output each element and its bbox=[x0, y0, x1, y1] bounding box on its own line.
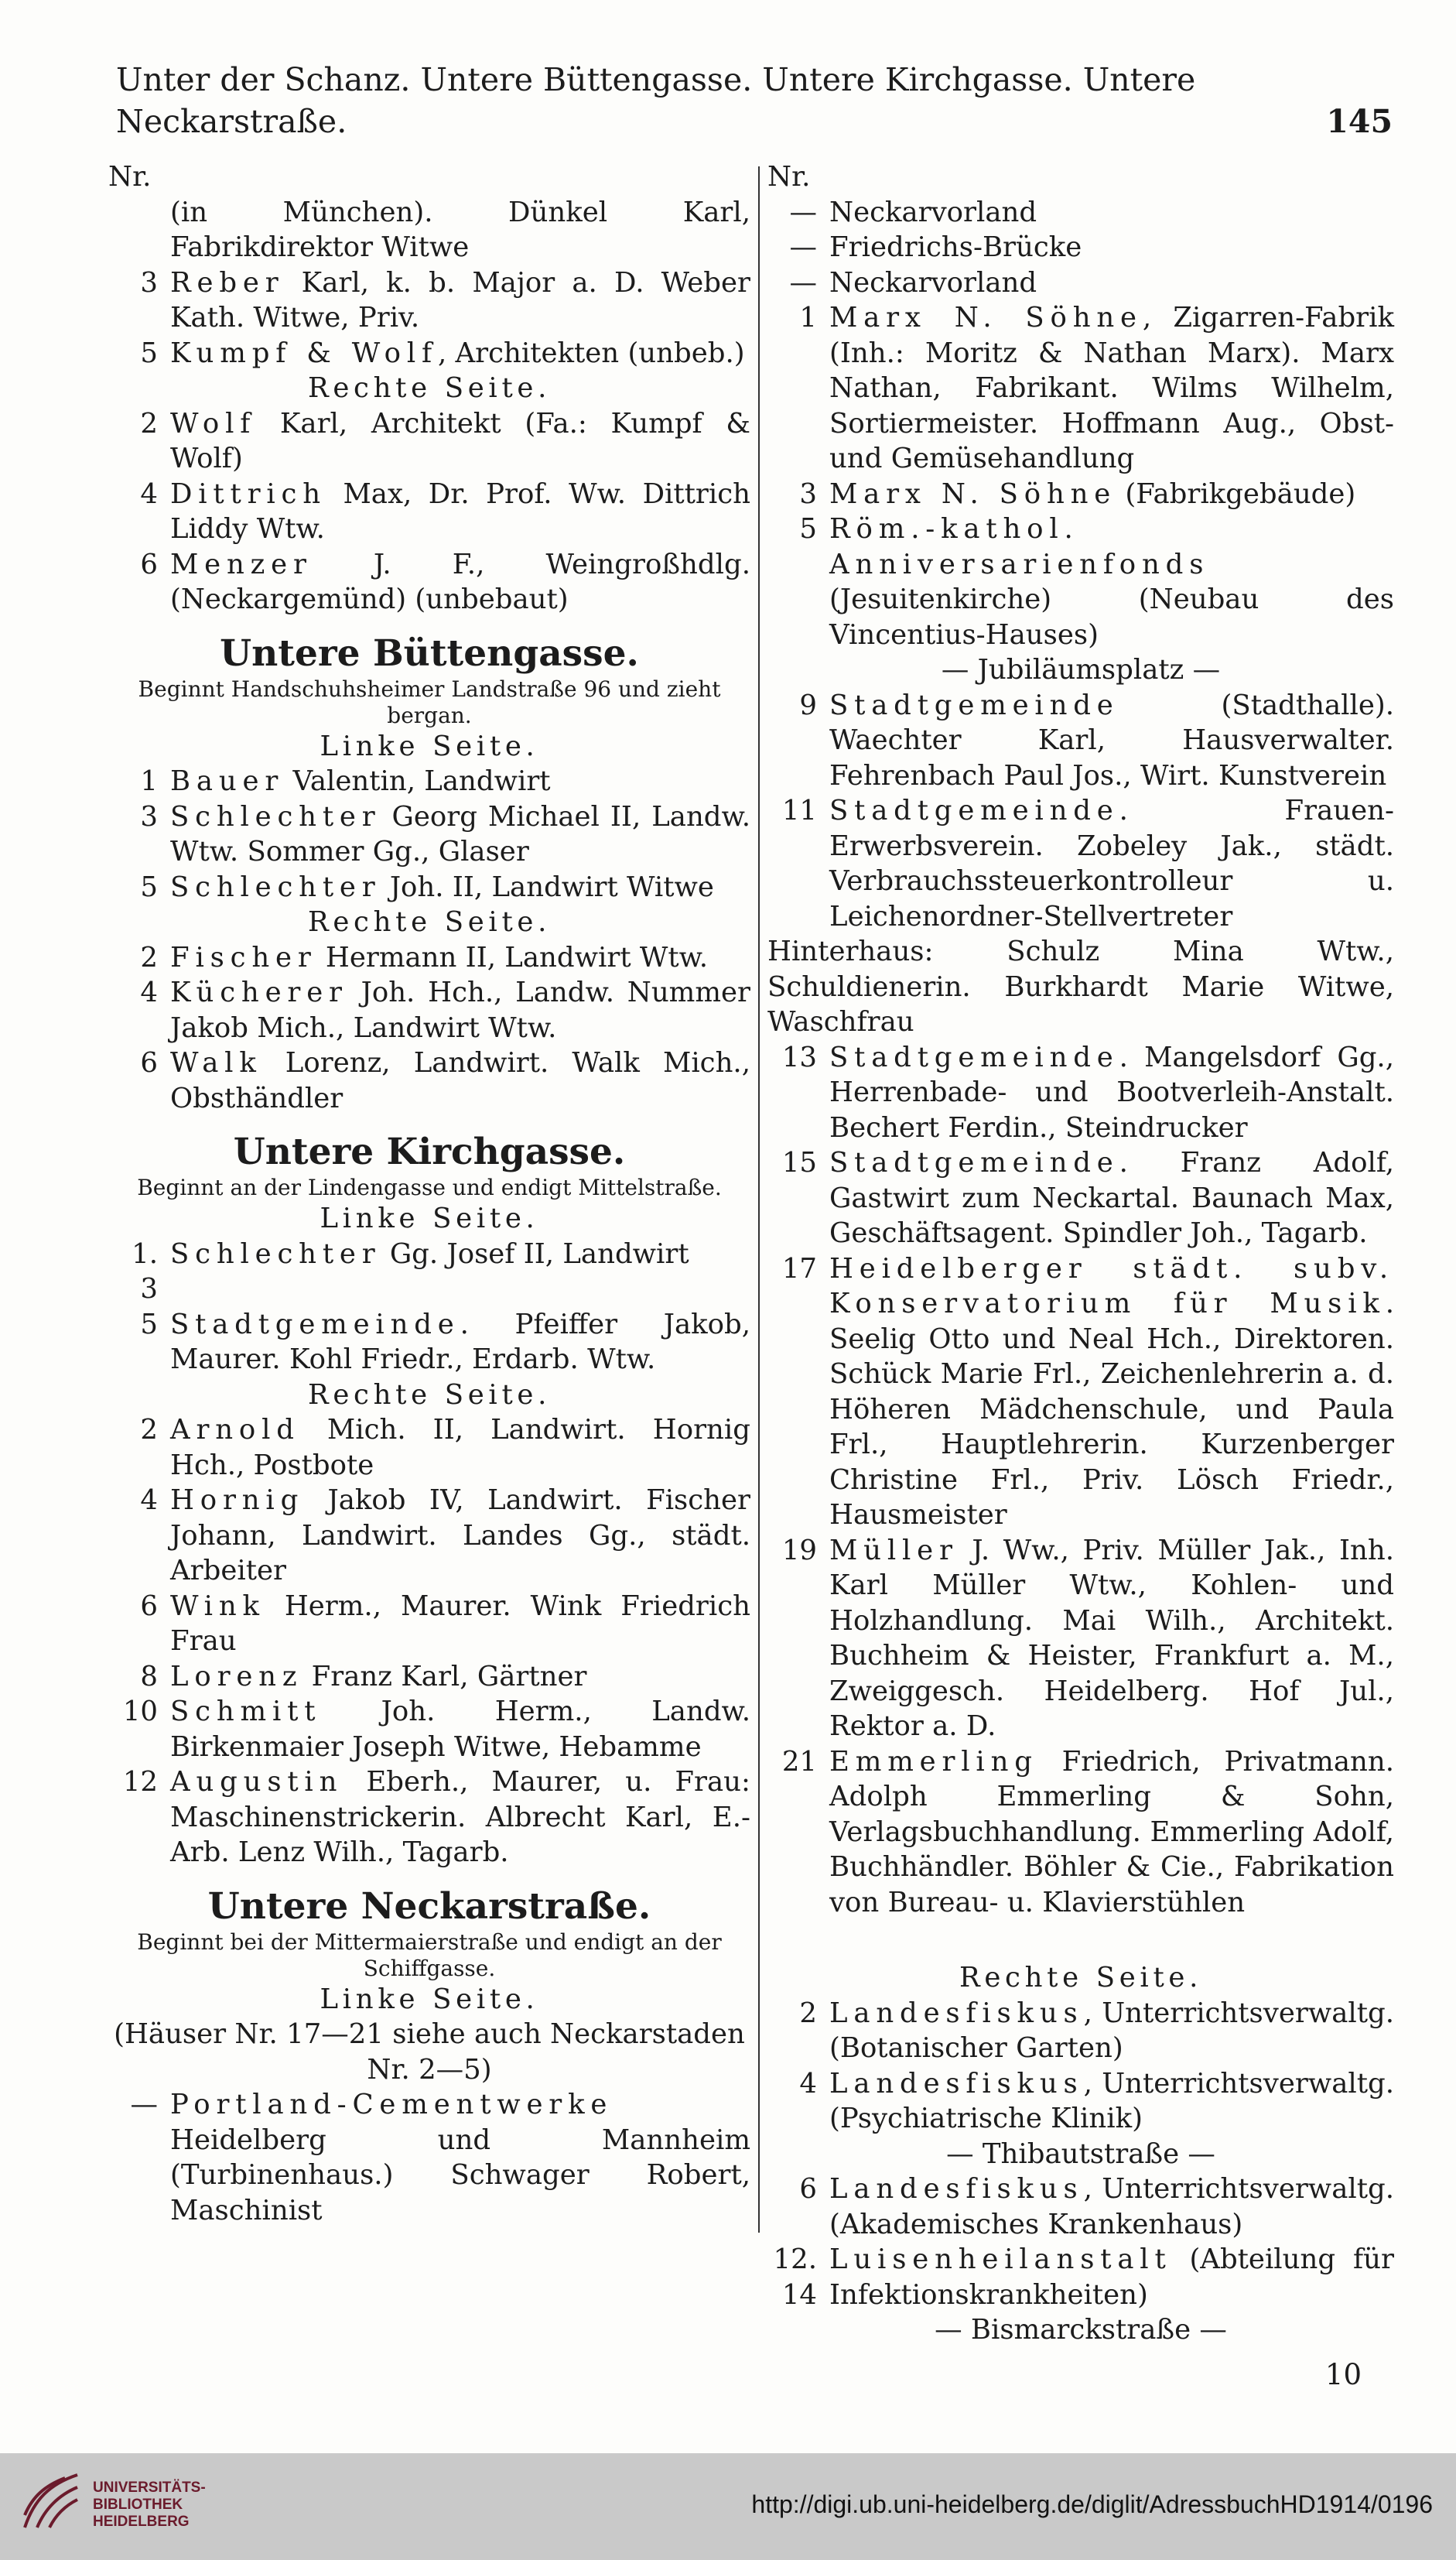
list-item bbox=[108, 764, 750, 799]
column-divider bbox=[758, 166, 760, 2233]
list-item bbox=[108, 406, 750, 477]
entry-name: Landesfiskus bbox=[829, 2067, 1084, 2100]
entry-body bbox=[829, 1145, 1394, 1251]
street-note: Beginnt bei der Mittermaierstraße und endigt an der Schiffgasse. bbox=[137, 1929, 722, 1981]
entry-body bbox=[829, 300, 1394, 477]
entry-body bbox=[170, 1764, 750, 1870]
house-number: 3 bbox=[140, 266, 158, 299]
list-item bbox=[767, 300, 1394, 477]
entry-name: Hornig bbox=[170, 1484, 305, 1516]
entry-name: Lorenz bbox=[170, 1660, 303, 1692]
entry-name: Heidelberger städt. subv. Konservatorium für Musik bbox=[829, 1252, 1394, 1319]
entry-text: Gg. Josef II, Landwirt bbox=[381, 1237, 689, 1270]
nr-label: Nr. bbox=[767, 161, 811, 193]
house-number: 6 bbox=[799, 2173, 817, 2205]
entry-text: Karl, Architekt (Fa.: Kumpf & Wolf) bbox=[170, 407, 750, 474]
entry-group bbox=[767, 300, 1394, 652]
house-number: — bbox=[789, 266, 817, 299]
entry-group bbox=[767, 2172, 1394, 2312]
street-heading: Untere Neckarstraße. bbox=[207, 1884, 651, 1928]
entry-body bbox=[170, 1307, 750, 1378]
list-item bbox=[108, 1412, 750, 1483]
list-item bbox=[767, 230, 1394, 265]
entry-text: Karl, k. b. Major a. D. Weber Kath. Witwe, Priv. bbox=[170, 266, 750, 334]
entry-body bbox=[829, 195, 1394, 231]
entry-name: Schlechter bbox=[170, 800, 381, 833]
house-number: 13 bbox=[781, 1041, 817, 1073]
library-footer bbox=[0, 2453, 1456, 2560]
entry-body bbox=[829, 1996, 1394, 2066]
list-item bbox=[767, 688, 1394, 794]
list-item bbox=[108, 1237, 750, 1307]
entry-text: J. F., Weingroßhdlg. (Neckargemünd) (unbebaut) bbox=[170, 548, 750, 615]
entry-group bbox=[108, 764, 750, 905]
side-heading: Rechte Seite. bbox=[307, 1378, 552, 1411]
entry-name: Stadtgemeinde bbox=[829, 795, 1119, 827]
entry-name: Stadtgemeinde bbox=[829, 689, 1119, 721]
entry-name: Stadtgemeinde bbox=[170, 1308, 460, 1340]
house-number: 6 bbox=[140, 1590, 158, 1622]
house-number: 1. 3 bbox=[132, 1237, 158, 1305]
entry-name: Fischer bbox=[170, 941, 317, 974]
source-url-link[interactable]: http://digi.ub.uni-heidelberg.de/diglit/AdressbuchHD1914/0196 bbox=[751, 2490, 1433, 2518]
house-number: 2 bbox=[140, 1414, 158, 1446]
entry-name: Marx N. Söhne bbox=[829, 302, 1143, 334]
entry-name: Schlechter bbox=[170, 1237, 381, 1270]
entry-body bbox=[829, 477, 1394, 512]
entry-body bbox=[829, 265, 1394, 301]
entry-text: Valentin, Landwirt bbox=[284, 765, 551, 797]
running-header bbox=[116, 61, 1393, 142]
entry-body bbox=[829, 793, 1394, 934]
list-item bbox=[108, 940, 750, 976]
entry-text: , Unterrichtsverwaltg. (Botanischer Garten) bbox=[829, 1997, 1394, 2064]
entry-text: Hermann II, Landwirt Wtw. bbox=[316, 941, 709, 974]
list-item bbox=[108, 1589, 750, 1659]
entry-name: Landesfiskus bbox=[829, 1997, 1084, 2029]
entry-text: Heidelberg und Mannheim (Turbinenhaus.) Schwager Robert, Maschinist bbox=[170, 2124, 750, 2226]
entry-text: Georg Michael II, Landw. Wtw. Sommer Gg., Glaser bbox=[170, 800, 750, 868]
street-heading: Untere Büttengasse. bbox=[220, 631, 639, 675]
entry-text: (Fabrikgebäude) bbox=[1116, 477, 1356, 510]
house-number: 19 bbox=[781, 1534, 817, 1566]
entry-name: Dittrich bbox=[170, 477, 326, 510]
entry-body bbox=[829, 2066, 1394, 2137]
list-item bbox=[767, 195, 1394, 231]
house-number: 4 bbox=[140, 977, 158, 1008]
list-item bbox=[767, 477, 1394, 512]
list-item bbox=[108, 1659, 750, 1695]
entry-body bbox=[829, 512, 1394, 652]
entry-text: Mich. II, Landwirt. Hornig Hch., Postbote bbox=[170, 1414, 750, 1481]
list-item bbox=[767, 1251, 1394, 1533]
entry-name: Schmitt bbox=[170, 1696, 322, 1727]
house-number: 5 bbox=[140, 337, 158, 369]
entry-body bbox=[170, 870, 750, 905]
houses-note: (Häuser Nr. 17—21 siehe auch Neckarstaden Nr. 2—5) bbox=[114, 2018, 745, 2086]
entry-name: Stadtgemeinde bbox=[829, 1147, 1119, 1179]
list-item bbox=[767, 2242, 1394, 2312]
entry-body bbox=[829, 688, 1394, 794]
entry-text: (in München). Dünkel Karl, Fabrikdirektor Witwe bbox=[170, 196, 750, 263]
entry-text: Joh. II, Landwirt Witwe bbox=[381, 871, 714, 903]
house-number: — bbox=[130, 2089, 158, 2120]
list-item bbox=[108, 1694, 750, 1764]
house-number: — bbox=[789, 231, 817, 263]
house-number: 12. 14 bbox=[773, 2243, 817, 2311]
entry-body bbox=[170, 477, 750, 547]
entry-body bbox=[170, 1483, 750, 1589]
house-number: 15 bbox=[781, 1147, 817, 1179]
list-item bbox=[108, 195, 750, 265]
entry-group bbox=[108, 940, 750, 1117]
entry-body bbox=[170, 799, 750, 870]
entry-text: Joh. Hch., Landw. Nummer Jakob Mich., Landwirt Wtw. bbox=[170, 977, 750, 1044]
house-number: 9 bbox=[799, 689, 817, 721]
entry-group bbox=[108, 406, 750, 618]
list-item bbox=[108, 975, 750, 1046]
entry-text: Jakob IV, Landwirt. Fischer Johann, Landwirt. Landes Gg., städt. Arbeiter bbox=[170, 1484, 750, 1586]
house-number: 2 bbox=[140, 941, 158, 974]
entry-text: Eberh., Maurer, u. Frau: Maschinenstrickerin. Albrecht Karl, E.-Arb. Lenz Wilh., Tagarb. bbox=[170, 1766, 750, 1868]
entry-body bbox=[829, 1533, 1394, 1744]
entry-group bbox=[767, 1040, 1394, 1921]
entry-body bbox=[170, 1237, 750, 1272]
entry-name: Augustin bbox=[170, 1766, 343, 1798]
library-name-line: BIBLIOTHEK bbox=[93, 2497, 183, 2513]
list-item bbox=[108, 477, 750, 547]
entry-name: Emmerling bbox=[829, 1745, 1038, 1778]
entry-name: Kumpf & Wolf bbox=[170, 337, 438, 369]
list-item bbox=[108, 1046, 750, 1116]
signature-mark: 10 bbox=[1324, 2357, 1362, 2391]
list-item bbox=[767, 1040, 1394, 1146]
house-number: 1 bbox=[140, 765, 158, 797]
house-number: 6 bbox=[140, 548, 158, 580]
house-number: — bbox=[789, 196, 817, 228]
entry-name: Wink bbox=[170, 1590, 265, 1622]
list-item bbox=[767, 1744, 1394, 1921]
house-number: 2 bbox=[799, 1997, 817, 2029]
entry-name: Reber bbox=[170, 266, 285, 299]
entry-text: Herm., Maurer. Wink Friedrich Frau bbox=[170, 1590, 750, 1657]
list-item bbox=[767, 793, 1394, 934]
list-item bbox=[108, 336, 750, 371]
entry-body bbox=[170, 1694, 750, 1764]
entry-name: Schlechter bbox=[170, 871, 381, 903]
header-title: Unter der Schanz. Untere Büttengasse. Untere Kirchgasse. Untere Neckarstraße. bbox=[116, 61, 1196, 140]
entry-text: . Seelig Otto und Neal Hch., Direktoren. Schück Marie Frl., Zeichenlehrerin a. d. Höheren Mädchenschule, und Paula Frl., Hauptlehrerin. Kurzenberger Christine Frl., Priv. Lösch Friedr., Hausmeister bbox=[829, 1288, 1394, 1531]
list-item bbox=[108, 2087, 750, 2228]
entry-text: Friedrich, Privatmann. Adolph Emmerling & Sohn, Verlagsbuchhandlung. Emmerling Adolf, Buchhändler. Böhler & Cie., Fabrikation von Bureau- u. Klavierstühlen bbox=[829, 1745, 1394, 1918]
place-marker: — Jubiläumsplatz — bbox=[941, 654, 1221, 686]
list-item bbox=[767, 2066, 1394, 2137]
entry-body bbox=[829, 230, 1394, 265]
entry-text: , Architekten (unbeb.) bbox=[437, 337, 745, 369]
entry-group bbox=[767, 195, 1394, 301]
entry-body bbox=[170, 1589, 750, 1659]
side-heading: Linke Seite. bbox=[320, 1203, 539, 1234]
entry-body bbox=[829, 1251, 1394, 1533]
university-library-logo-icon bbox=[19, 2469, 84, 2534]
house-number: 5 bbox=[799, 513, 817, 545]
entry-text: (Abteilung für Infektionskrankheiten) bbox=[829, 2243, 1394, 2311]
side-heading: Rechte Seite. bbox=[959, 1962, 1203, 1994]
list-item bbox=[767, 2172, 1394, 2242]
side-heading: Rechte Seite. bbox=[307, 372, 552, 404]
entry-group bbox=[108, 1412, 750, 1870]
entry-group bbox=[767, 688, 1394, 935]
entry-body bbox=[170, 1659, 750, 1695]
entry-body bbox=[829, 1040, 1394, 1146]
library-name-line: HEIDELBERG bbox=[93, 2514, 190, 2530]
entry-body bbox=[170, 940, 750, 976]
house-number: 6 bbox=[140, 1047, 158, 1079]
place-marker: — Thibautstraße — bbox=[946, 2137, 1215, 2170]
entry-text: Joh. Herm., Landw. Birkenmaier Joseph Witwe, Hebamme bbox=[170, 1696, 750, 1763]
entry-group bbox=[108, 1237, 750, 1378]
nr-label: Nr. bbox=[108, 161, 152, 193]
house-number: 1 bbox=[799, 302, 817, 334]
list-item bbox=[108, 1764, 750, 1870]
entry-body bbox=[170, 764, 750, 799]
entry-body bbox=[170, 265, 750, 336]
entry-name: Luisenheilanstalt bbox=[829, 2243, 1172, 2275]
entry-name: Menzer bbox=[170, 548, 313, 580]
entry-body bbox=[829, 1744, 1394, 1921]
entry-body bbox=[829, 2172, 1394, 2242]
entry-body bbox=[170, 547, 750, 618]
entry-text: J. Ww., Priv. Müller Jak., Inh. Karl Müller Wtw., Kohlen- und Holzhandlung. Mai Wilh., Architekt. Buchheim & Heister, Frankfurt a. M., Zweiggesch. Heidelberg. Hof Jul., Rektor a. D. bbox=[829, 1534, 1394, 1742]
street-note: Beginnt Handschuhsheimer Landstraße 96 und zieht bergan. bbox=[138, 676, 721, 728]
entry-text: , Unterrichtsverwaltg. (Psychiatrische Klinik) bbox=[829, 2067, 1394, 2134]
entry-body bbox=[170, 1412, 750, 1483]
entry-text: Franz Karl, Gärtner bbox=[302, 1660, 587, 1692]
entry-name: Wolf bbox=[170, 407, 257, 440]
house-number: 4 bbox=[140, 1484, 158, 1516]
house-number: 21 bbox=[781, 1745, 817, 1778]
list-item bbox=[767, 1145, 1394, 1251]
entry-text: . Franz Adolf, Gastwirt zum Neckartal. Baunach Max, Geschäftsagent. Spindler Joh., Tagarb. bbox=[829, 1147, 1394, 1249]
list-item bbox=[108, 265, 750, 336]
library-name bbox=[93, 2480, 206, 2531]
list-item bbox=[108, 870, 750, 905]
house-number: 5 bbox=[140, 871, 158, 903]
entry-body bbox=[170, 1046, 750, 1116]
right-column bbox=[767, 159, 1394, 2392]
house-number: 11 bbox=[781, 795, 817, 827]
entry-body bbox=[170, 406, 750, 477]
house-number: 3 bbox=[799, 477, 817, 510]
entry-text: (Jesuitenkirche) (Neubau des Vincentius-Hauses) bbox=[829, 584, 1394, 651]
entry-text: . Pfeiffer Jakob, Maurer. Kohl Friedr., Erdarb. Wtw. bbox=[170, 1308, 750, 1375]
house-number: 17 bbox=[781, 1252, 817, 1285]
list-item bbox=[108, 1307, 750, 1378]
list-item bbox=[767, 1996, 1394, 2066]
list-item bbox=[767, 265, 1394, 301]
entry-body bbox=[829, 2242, 1394, 2312]
page-number: 145 bbox=[1326, 102, 1393, 140]
house-number: 8 bbox=[140, 1660, 158, 1692]
list-item bbox=[108, 547, 750, 618]
list-item bbox=[108, 1483, 750, 1589]
entry-name: Portland-Cementwerke bbox=[170, 2089, 614, 2120]
house-number: 10 bbox=[122, 1696, 158, 1727]
house-number: 12 bbox=[122, 1766, 158, 1798]
entry-name: Bauer bbox=[170, 765, 285, 797]
house-number: 2 bbox=[140, 407, 158, 440]
house-number: 4 bbox=[140, 477, 158, 510]
house-number: 3 bbox=[140, 800, 158, 833]
entry-body bbox=[170, 975, 750, 1046]
entry-name: Röm.-kathol. Anniversarienfonds bbox=[829, 513, 1210, 580]
entry-text: , Unterrichtsverwaltg. (Akademisches Krankenhaus) bbox=[829, 2173, 1394, 2240]
entry-name: Walk bbox=[170, 1047, 262, 1079]
entry-name: Landesfiskus bbox=[829, 2173, 1084, 2205]
side-heading: Linke Seite. bbox=[320, 730, 539, 762]
side-heading: Linke Seite. bbox=[320, 1983, 539, 2015]
hinterhaus-entry: Hinterhaus: Schulz Mina Wtw., Schuldienerin. Burkhardt Marie Witwe, Waschfrau bbox=[767, 936, 1394, 1038]
entry-text: Lorenz, Landwirt. Walk Mich., Obsthändler bbox=[170, 1047, 750, 1114]
entry-name: Arnold bbox=[170, 1414, 300, 1446]
entry-name: Stadtgemeinde bbox=[829, 1041, 1119, 1073]
entry-text: , Zigarren-Fabrik (Inh.: Moritz & Nathan Marx). Marx Nathan, Fabrikant. Wilms Wilhelm, Sortiermeister. Hoffmann Aug., Obst- und Gemüsehandlung bbox=[829, 302, 1395, 474]
entry-name: Kücherer bbox=[170, 977, 348, 1008]
house-number: 5 bbox=[140, 1308, 158, 1340]
entry-group bbox=[108, 265, 750, 371]
entry-body bbox=[170, 336, 750, 371]
entry-text: Neckarvorland bbox=[829, 196, 1037, 228]
side-heading: Rechte Seite. bbox=[307, 906, 552, 938]
entry-name: Marx N. Söhne bbox=[829, 477, 1117, 510]
left-column bbox=[108, 159, 750, 2228]
street-heading: Untere Kirchgasse. bbox=[233, 1131, 626, 1173]
entry-text: Friedrichs-Brücke bbox=[829, 231, 1082, 263]
entry-text: . Mangelsdorf Gg., Herrenbade- und Bootverleih-Anstalt. Bechert Ferdin., Steindrucker bbox=[829, 1041, 1394, 1144]
entry-text: Max, Dr. Prof. Ww. Dittrich Liddy Wtw. bbox=[170, 477, 750, 545]
entry-group bbox=[767, 1996, 1394, 2137]
entry-name: Müller bbox=[829, 1534, 959, 1566]
list-item bbox=[767, 1533, 1394, 1744]
place-marker: — Bismarckstraße — bbox=[935, 2314, 1227, 2346]
list-item bbox=[108, 799, 750, 870]
library-name-line: UNIVERSITÄTS- bbox=[93, 2480, 206, 2496]
house-number: 4 bbox=[799, 2067, 817, 2100]
entry-text: . Frauen-Erwerbsverein. Zobeley Jak., städt. Verbrauchssteuerkontrolleur u. Leichenordner-Stellvertreter bbox=[829, 795, 1394, 933]
entry-text: (Stadthalle). Waechter Karl, Hausverwalter. Fehrenbach Paul Jos., Wirt. Kunstverein bbox=[829, 689, 1394, 792]
list-item bbox=[767, 512, 1394, 652]
street-note: Beginnt an der Lindengasse und endigt Mittelstraße. bbox=[137, 1175, 722, 1200]
entry-text: Neckarvorland bbox=[829, 266, 1037, 299]
